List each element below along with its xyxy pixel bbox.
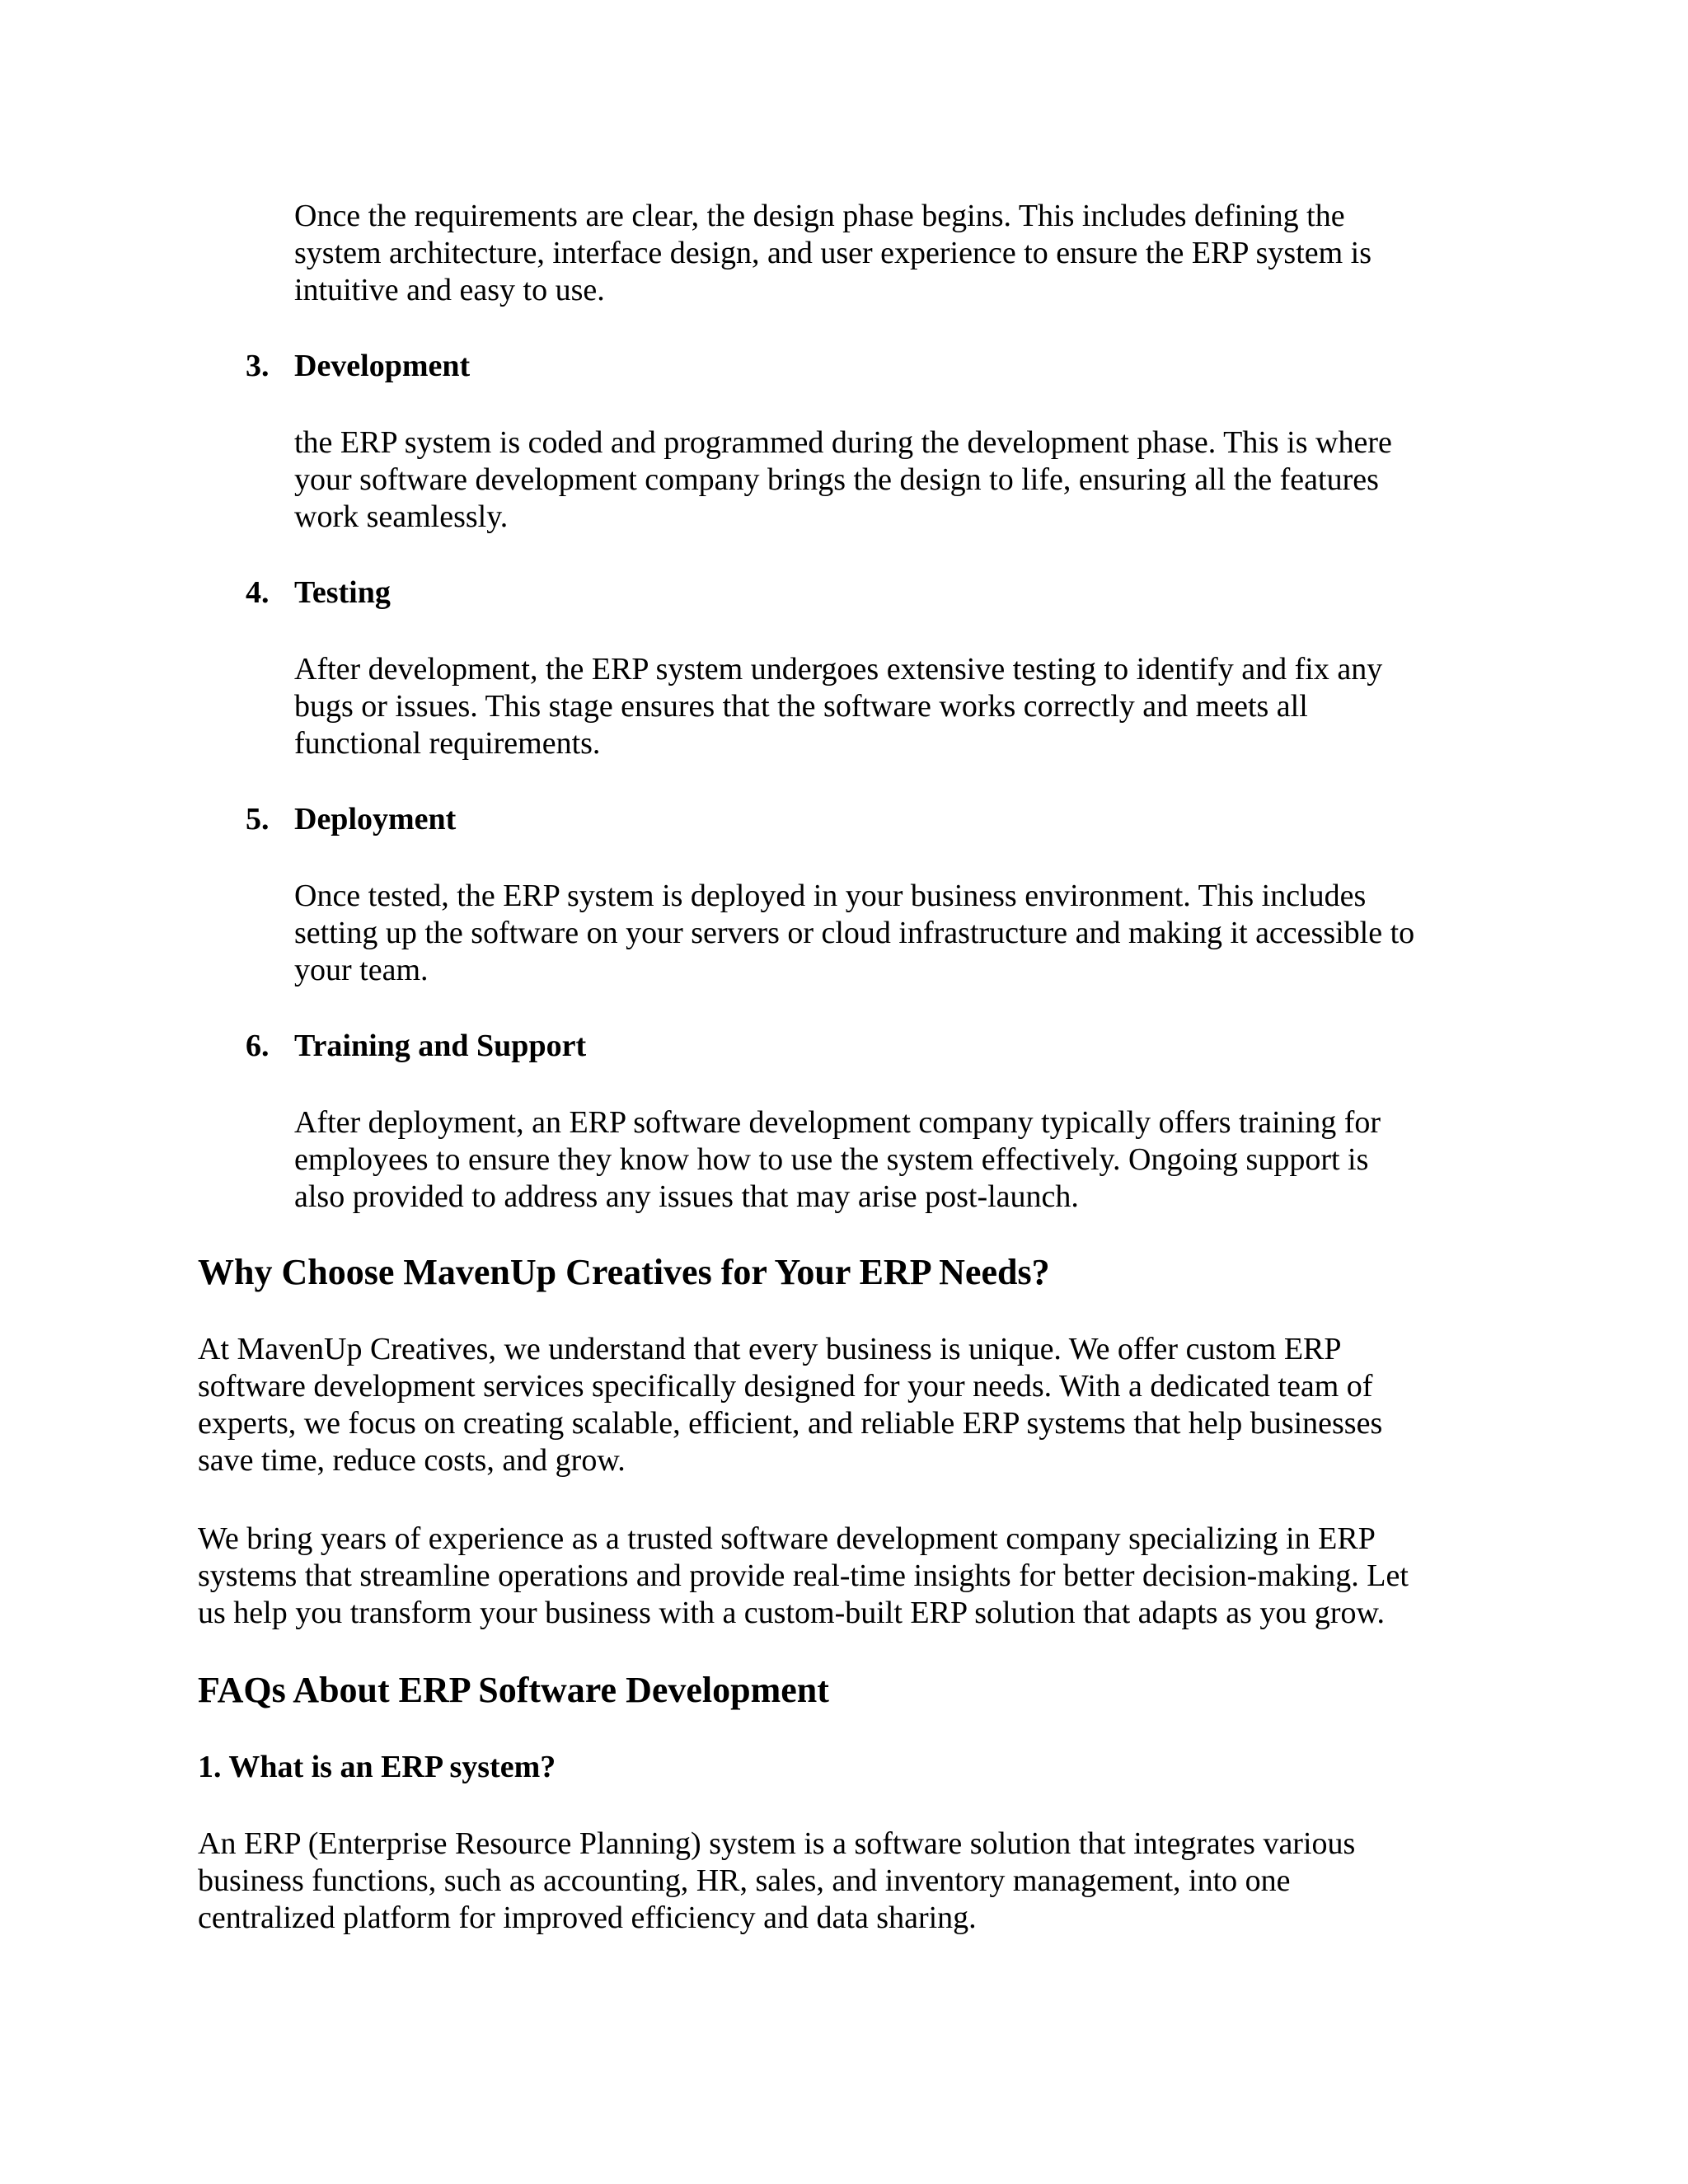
paragraph-line: the ERP system is coded and programmed during the development phase. This is where bbox=[294, 425, 1392, 460]
step-title: Deployment bbox=[294, 802, 457, 837]
step-title: Training and Support bbox=[294, 1029, 587, 1063]
paragraph-line: also provided to address any issues that may arise post-launch. bbox=[294, 1179, 1079, 1214]
paragraph-line: your team. bbox=[294, 953, 429, 987]
paragraph-line: software development services specifically designed for your needs. With a dedicated team of bbox=[198, 1369, 1373, 1404]
step-number: 4. bbox=[246, 575, 270, 610]
paragraph-line: An ERP (Enterprise Resource Planning) system is a software solution that integrates various bbox=[198, 1826, 1356, 1861]
paragraph-line: intuitive and easy to use. bbox=[294, 273, 605, 307]
step-title: Development bbox=[294, 349, 471, 383]
step-4-heading bbox=[246, 574, 1482, 612]
paragraph-line: functional requirements. bbox=[294, 726, 601, 761]
paragraph-line: save time, reduce costs, and grow. bbox=[198, 1443, 626, 1478]
step-title: Testing bbox=[294, 575, 391, 610]
step-6-heading bbox=[246, 1028, 1482, 1065]
paragraph-line: employees to ensure they know how to use the system effectively. Ongoing support is bbox=[294, 1142, 1369, 1177]
step-3-paragraph bbox=[294, 424, 1498, 536]
paragraph-line: Once the requirements are clear, the design phase begins. This includes defining the bbox=[294, 199, 1345, 233]
paragraph-line: us help you transform your business with a custom-built ERP solution that adapts as you grow. bbox=[198, 1596, 1385, 1630]
faq-question-1: 1. What is an ERP system? bbox=[198, 1750, 556, 1784]
step-6-paragraph bbox=[294, 1104, 1498, 1216]
step-4-paragraph bbox=[294, 651, 1498, 762]
paragraph-line: We bring years of experience as a trusted software development company specializing in ERP bbox=[198, 1521, 1376, 1556]
paragraph-line: At MavenUp Creatives, we understand that every business is unique. We offer custom ERP bbox=[198, 1332, 1342, 1366]
paragraph-line: After deployment, an ERP software development company typically offers training for bbox=[294, 1105, 1381, 1140]
paragraph-line: systems that streamline operations and provide real-time insights for better decision-making. Let bbox=[198, 1558, 1409, 1593]
paragraph-line: bugs or issues. This stage ensures that the software works correctly and meets all bbox=[294, 689, 1308, 724]
paragraph-line: setting up the software on your servers or cloud infrastructure and making it accessible to bbox=[294, 916, 1415, 950]
step-number: 5. bbox=[246, 802, 270, 837]
design-phase-paragraph bbox=[294, 198, 1498, 309]
paragraph-line: After development, the ERP system undergoes extensive testing to identify and fix any bbox=[294, 652, 1383, 687]
why-paragraph-2 bbox=[198, 1521, 1500, 1632]
paragraph-line: system architecture, interface design, and user experience to ensure the ERP system is bbox=[294, 236, 1372, 270]
paragraph-line: centralized platform for improved efficiency and data sharing. bbox=[198, 1900, 977, 1935]
step-number: 6. bbox=[246, 1029, 270, 1063]
faq-heading: FAQs About ERP Software Development bbox=[198, 1670, 829, 1710]
paragraph-line: Once tested, the ERP system is deployed in your business environment. This includes bbox=[294, 879, 1367, 913]
step-5-paragraph bbox=[294, 878, 1498, 989]
why-paragraph-1 bbox=[198, 1331, 1500, 1479]
paragraph-line: work seamlessly. bbox=[294, 499, 509, 534]
step-5-heading bbox=[246, 801, 1482, 838]
paragraph-line: business functions, such as accounting, HR, sales, and inventory management, into one bbox=[198, 1863, 1291, 1898]
step-number: 3. bbox=[246, 349, 270, 383]
paragraph-line: experts, we focus on creating scalable, efficient, and reliable ERP systems that help businesses bbox=[198, 1406, 1383, 1441]
why-choose-heading: Why Choose MavenUp Creatives for Your ERP Needs? bbox=[198, 1252, 1050, 1292]
paragraph-line: your software development company brings the design to life, ensuring all the features bbox=[294, 462, 1379, 497]
step-3-heading bbox=[246, 348, 1482, 385]
faq-answer-1 bbox=[198, 1825, 1500, 1937]
